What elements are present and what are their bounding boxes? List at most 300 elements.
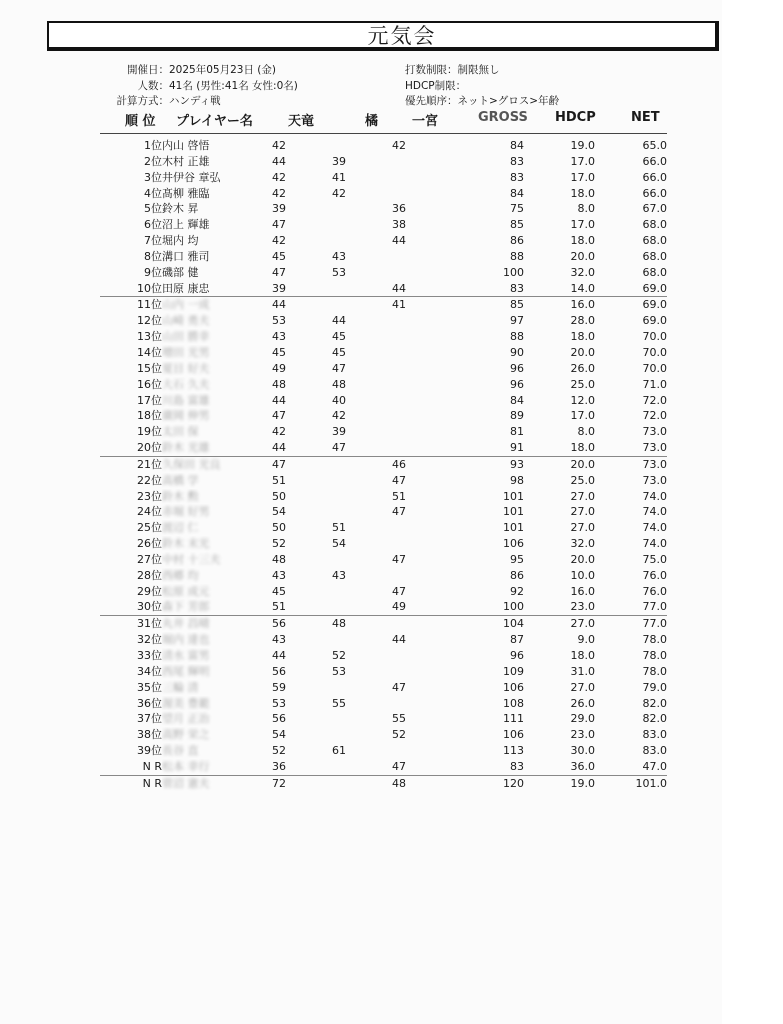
player-name: 堀内 達也: [162, 633, 210, 647]
player-name-cell: [162, 154, 272, 170]
player-name: 清水 富男: [162, 649, 210, 662]
table-row: [100, 329, 667, 345]
net-cell: 73.0: [595, 440, 667, 456]
rank-cell: 24位: [137, 505, 162, 519]
net-cell: 66.0: [642, 170, 667, 184]
course1-score-cell: 39: [272, 281, 332, 297]
hdcp-cell: 20.0: [570, 552, 595, 566]
player-name-cell: [162, 568, 272, 584]
table-row: [100, 154, 667, 170]
net-cell: 82.0: [642, 712, 667, 726]
gross-cell: 86: [510, 568, 524, 582]
table-row: [100, 759, 667, 775]
table-row: [100, 361, 667, 377]
rank-cell: 8位: [144, 249, 162, 263]
course1-score-cell: 53: [272, 314, 286, 328]
player-name-cell: [162, 297, 272, 313]
hdcp-cell: 36.0: [524, 759, 595, 775]
player-name-cell: [162, 536, 272, 552]
course1-score-cell: 56: [272, 617, 286, 631]
net-cell: 66.0: [642, 154, 667, 168]
hdcp-cell: 29.0: [570, 712, 595, 726]
course3-score-cell: [392, 616, 454, 632]
player-name: 木村 正雄: [162, 154, 210, 168]
header-course3: 一宮: [412, 114, 439, 129]
course2-score-cell: 47: [332, 440, 392, 456]
course3-score-cell: [392, 265, 454, 281]
rank-cell: 1位: [144, 139, 162, 152]
player-name-cell: [162, 664, 272, 680]
hdcp-cell: 8.0: [577, 425, 595, 439]
page-title: 元気会: [367, 24, 437, 48]
course3-score-cell: [392, 345, 454, 361]
course2-score-cell: [332, 680, 392, 696]
hdcp-cell: 31.0: [570, 664, 595, 678]
net-cell: 73.0: [642, 425, 667, 439]
table-row: [100, 201, 667, 217]
player-name: 田原 康忠: [162, 281, 210, 295]
player-name: 内山 啓悟: [162, 139, 210, 152]
course3-score-cell: 47: [392, 759, 454, 775]
gross-cell: 91: [454, 440, 524, 456]
hdcp-cell: 18.0: [524, 440, 595, 456]
hdcp-cell: 14.0: [524, 281, 595, 297]
player-name: 三輪 清: [162, 680, 199, 694]
course3-score-cell: 48: [392, 775, 454, 791]
course2-score-cell: [332, 456, 392, 472]
table-row: [100, 456, 667, 472]
course3-score-cell: [392, 393, 454, 409]
course1-score-cell: 54: [272, 728, 286, 742]
net-cell: 74.0: [642, 489, 667, 503]
net-cell: 78.0: [642, 649, 667, 662]
course1-score-cell: 51: [272, 473, 286, 487]
rank-cell: 39位: [137, 744, 162, 758]
rank-cell: 9位: [144, 265, 162, 279]
gross-cell: 93: [510, 457, 524, 471]
player-name-cell: [162, 489, 272, 505]
gross-cell: 81: [510, 425, 524, 439]
rank-cell: 20位: [100, 440, 162, 456]
player-name: 川島 富雄: [162, 393, 210, 407]
rank-cell: 18位: [137, 409, 162, 423]
hdcp-cell: 19.0: [570, 139, 595, 152]
course2-score-cell: 48: [332, 377, 346, 391]
course2-score-cell: [332, 759, 392, 775]
info-key: 計算方式：: [116, 95, 169, 107]
course2-score-cell: [332, 632, 392, 648]
course3-score-cell: 47: [392, 584, 406, 598]
rank-cell: 26位: [137, 537, 162, 551]
course3-score-cell: 36: [392, 202, 406, 216]
course3-score-cell: [392, 377, 454, 393]
net-cell: 67.0: [642, 202, 667, 216]
rank-cell: 33位: [137, 649, 162, 662]
rank-cell: 5位: [144, 202, 162, 216]
gross-cell: 104: [503, 617, 524, 631]
course3-score-cell: 44: [392, 281, 454, 297]
gross-cell: 120: [454, 775, 524, 791]
course2-score-cell: 39: [332, 154, 346, 168]
gross-cell: 111: [503, 712, 524, 726]
hdcp-cell: 23.0: [570, 728, 595, 742]
player-name-cell: [162, 648, 272, 664]
player-name: 西郷 均: [162, 568, 199, 582]
net-cell: 73.0: [642, 457, 667, 471]
player-name: 髙柳 雅臨: [162, 186, 210, 200]
gross-cell: 84: [510, 186, 524, 200]
info-value: ネット>グロス>年齢: [457, 95, 560, 107]
hdcp-cell: 19.0: [524, 775, 595, 791]
table-row: [100, 664, 667, 680]
player-name: 鈴木 勲: [162, 489, 199, 503]
results-table: [100, 138, 667, 792]
gross-cell: 84: [510, 139, 524, 152]
course1-score-cell: 44: [272, 440, 332, 456]
header-course1: 天竜: [288, 114, 315, 129]
course2-score-cell: 53: [332, 664, 346, 678]
event-info-left: [111, 63, 298, 110]
player-name: 菅沼 憲夫: [162, 776, 210, 790]
rank-cell: 7位: [144, 234, 162, 248]
header-gross: GROSS: [478, 110, 528, 125]
course1-score-cell: 56: [272, 712, 286, 726]
course2-score-cell: 45: [332, 345, 346, 359]
player-name-cell: [162, 345, 272, 361]
net-cell: 72.0: [642, 409, 667, 423]
rank-cell: 30位: [100, 599, 162, 615]
course2-score-cell: [332, 552, 392, 568]
player-name-cell: [162, 361, 272, 377]
net-cell: 68.0: [642, 249, 667, 263]
player-name: 大石 久夫: [162, 377, 210, 391]
gross-cell: 85: [510, 218, 524, 232]
hdcp-cell: 16.0: [570, 298, 595, 312]
course1-score-cell: 45: [272, 584, 286, 598]
player-name-cell: [162, 233, 272, 249]
net-cell: 78.0: [642, 664, 667, 678]
net-cell: 68.0: [642, 234, 667, 248]
hdcp-cell: 20.0: [570, 345, 595, 359]
table-row: [100, 440, 667, 456]
info-value: 制限無し: [457, 64, 500, 76]
table-row: [100, 599, 667, 615]
course3-score-cell: [392, 743, 454, 759]
hdcp-cell: 27.0: [570, 521, 595, 535]
gross-cell: 101: [503, 505, 524, 519]
course3-score-cell: [392, 568, 454, 584]
net-cell: 83.0: [642, 728, 667, 742]
course3-score-cell: 46: [392, 457, 406, 471]
course2-score-cell: [332, 473, 392, 489]
player-name: 廣岡 伸男: [162, 409, 210, 423]
course2-score-cell: 43: [332, 568, 346, 582]
player-name: 渥美 豊範: [162, 696, 210, 710]
player-name-cell: [162, 440, 272, 456]
net-cell: 65.0: [642, 139, 667, 152]
player-name: 増田 光男: [162, 345, 210, 359]
course3-score-cell: [392, 361, 454, 377]
hdcp-cell: 17.0: [570, 409, 595, 423]
hdcp-cell: 10.0: [570, 568, 595, 582]
table-row: [100, 233, 667, 249]
gross-cell: 83: [510, 154, 524, 168]
course1-score-cell: 52: [272, 744, 286, 758]
course1-score-cell: 43: [272, 568, 286, 582]
gross-cell: 96: [510, 377, 524, 391]
player-name-cell: [162, 456, 272, 472]
net-cell: 78.0: [642, 633, 667, 647]
course2-score-cell: [332, 727, 392, 743]
rank-cell: N R: [100, 775, 162, 791]
course3-score-cell: 44: [392, 633, 406, 647]
gross-cell: 89: [510, 409, 524, 423]
course2-score-cell: [332, 775, 392, 791]
course2-score-cell: [332, 201, 392, 217]
info-value: 41名 (男性:41名 女性:0名): [169, 79, 298, 92]
table-row: [100, 138, 667, 154]
net-cell: 79.0: [642, 680, 667, 694]
player-name-cell: [162, 727, 272, 743]
course2-score-cell: 54: [332, 537, 346, 551]
info-row-count: [111, 79, 298, 95]
player-name: 山内 一成: [162, 298, 210, 312]
player-name-cell: [162, 186, 272, 202]
table-row: [100, 249, 667, 265]
gross-cell: 88: [510, 249, 524, 263]
table-row: [100, 393, 667, 409]
header-net: NET: [631, 110, 660, 125]
info-row-stroke-limit: [405, 63, 559, 79]
table-row: [100, 775, 667, 791]
player-name: 堀内 均: [162, 234, 199, 248]
net-cell: 69.0: [642, 298, 667, 312]
player-name-cell: [162, 775, 272, 791]
course3-score-cell: [392, 249, 454, 265]
title-box: [47, 21, 719, 51]
player-name-cell: [162, 680, 272, 696]
rank-cell: 38位: [137, 728, 162, 742]
course1-score-cell: 44: [272, 393, 286, 407]
net-cell: 72.0: [642, 393, 667, 407]
gross-cell: 83: [454, 759, 524, 775]
course3-score-cell: 47: [392, 505, 406, 519]
header-hdcp: HDCP: [555, 110, 596, 125]
info-key: 人数：: [137, 79, 169, 92]
hdcp-cell: 20.0: [570, 457, 595, 471]
course1-score-cell: 44: [272, 154, 286, 168]
gross-cell: 113: [503, 744, 524, 758]
player-name-cell: [162, 201, 272, 217]
course2-score-cell: 42: [332, 186, 346, 200]
hdcp-cell: 18.0: [570, 330, 595, 344]
course3-score-cell: 44: [392, 234, 406, 248]
hdcp-cell: 27.0: [570, 680, 595, 694]
net-cell: 77.0: [642, 617, 667, 631]
player-name: 松本 幸行: [162, 759, 210, 773]
player-name-cell: [162, 249, 272, 265]
hdcp-cell: 23.0: [524, 599, 595, 615]
rank-cell: 37位: [137, 712, 162, 726]
net-cell: 74.0: [642, 537, 667, 551]
table-row: [100, 297, 667, 313]
rank-cell: 16位: [137, 377, 162, 391]
table-row: [100, 217, 667, 233]
player-name: 高橋 学: [162, 473, 199, 487]
hdcp-cell: 17.0: [570, 218, 595, 232]
event-info-right: [405, 63, 559, 110]
info-key: 優先順序：: [405, 95, 458, 107]
player-name: 山田 勝幸: [162, 330, 210, 344]
info-value: ハンディ戦: [169, 95, 221, 107]
table-row: [100, 536, 667, 552]
course2-score-cell: [332, 281, 392, 297]
player-name-cell: [162, 377, 272, 393]
gross-cell: 101: [503, 521, 524, 535]
gross-cell: 100: [503, 265, 524, 279]
net-cell: 82.0: [642, 696, 667, 710]
hdcp-cell: 18.0: [570, 234, 595, 248]
table-row: [100, 743, 667, 759]
info-key: 打数制限：: [405, 64, 458, 76]
info-value: 2025年05月23日 (金): [169, 64, 276, 76]
player-name: 鈴木 光雄: [162, 441, 210, 455]
rank-cell: 29位: [137, 584, 162, 598]
info-row-date: [111, 63, 298, 79]
hdcp-cell: 9.0: [577, 633, 595, 647]
table-row: [100, 711, 667, 727]
player-name-cell: [162, 217, 272, 233]
gross-cell: 75: [510, 202, 524, 216]
player-name: 高野 栄之: [162, 728, 210, 742]
course2-score-cell: 55: [332, 696, 346, 710]
course3-score-cell: [392, 424, 454, 440]
player-name: 井伊谷 章弘: [162, 170, 221, 184]
net-cell: 74.0: [642, 521, 667, 535]
table-row: [100, 648, 667, 664]
gross-cell: 97: [510, 314, 524, 328]
hdcp-cell: 27.0: [570, 617, 595, 631]
course3-score-cell: [392, 408, 454, 424]
player-name-cell: [162, 584, 272, 600]
rank-cell: 19位: [137, 425, 162, 439]
table-row: [100, 424, 667, 440]
table-row: [100, 170, 667, 186]
net-cell: 76.0: [642, 584, 667, 598]
net-cell: 70.0: [642, 330, 667, 344]
header-rank: 順 位: [125, 114, 156, 129]
net-cell: 68.0: [642, 265, 667, 279]
net-cell: 83.0: [642, 744, 667, 758]
rank-cell: 25位: [137, 521, 162, 535]
rank-cell: 34位: [137, 664, 162, 678]
course2-score-cell: 45: [332, 330, 346, 344]
course2-score-cell: [332, 584, 392, 600]
player-name-cell: [162, 504, 272, 520]
player-name-cell: [162, 616, 272, 632]
course3-score-cell: 47: [392, 680, 406, 694]
course2-score-cell: 42: [332, 409, 346, 423]
hdcp-cell: 18.0: [570, 186, 595, 200]
rank-cell: 15位: [137, 361, 162, 375]
course3-score-cell: 49: [392, 599, 454, 615]
course1-score-cell: 39: [272, 202, 286, 216]
gross-cell: 108: [503, 696, 524, 710]
rank-cell: 21位: [137, 457, 162, 471]
rank-cell: 28位: [137, 568, 162, 582]
course1-score-cell: 43: [272, 633, 286, 647]
hdcp-cell: 32.0: [570, 537, 595, 551]
net-cell: 74.0: [642, 505, 667, 519]
player-name: 森下 芳郎: [162, 600, 210, 614]
course3-score-cell: [392, 170, 454, 186]
player-name: 中村 十三夫: [162, 552, 221, 566]
course1-score-cell: 50: [272, 521, 286, 535]
hdcp-cell: 16.0: [570, 584, 595, 598]
course1-score-cell: 42: [272, 139, 286, 152]
course2-score-cell: 61: [332, 744, 346, 758]
table-row: [100, 345, 667, 361]
course2-score-cell: 44: [332, 314, 346, 328]
table-row: [100, 313, 667, 329]
header-divider: [100, 133, 667, 134]
course3-score-cell: 51: [392, 489, 406, 503]
course3-score-cell: [392, 520, 454, 536]
hdcp-cell: 26.0: [570, 696, 595, 710]
net-cell: 47.0: [595, 759, 667, 775]
info-row-hdcp-limit: [405, 79, 559, 95]
player-name: 渡辺 仁: [162, 521, 199, 535]
course1-score-cell: 50: [272, 489, 286, 503]
info-row-method: [99, 94, 298, 110]
course1-score-cell: 44: [272, 298, 286, 312]
course1-score-cell: 47: [272, 457, 286, 471]
course1-score-cell: 72: [272, 775, 332, 791]
course1-score-cell: 42: [272, 234, 286, 248]
hdcp-cell: 20.0: [570, 249, 595, 263]
course1-score-cell: 52: [272, 537, 286, 551]
hdcp-cell: 27.0: [570, 489, 595, 503]
hdcp-cell: 25.0: [570, 473, 595, 487]
rank-cell: 11位: [137, 298, 162, 312]
gross-cell: 101: [503, 489, 524, 503]
hdcp-cell: 30.0: [570, 744, 595, 758]
course1-score-cell: 42: [272, 170, 286, 184]
player-name: 赤堀 好男: [162, 505, 210, 519]
rank-cell: 36位: [137, 696, 162, 710]
course1-score-cell: 53: [272, 696, 286, 710]
course1-score-cell: 49: [272, 361, 286, 375]
table-row: [100, 504, 667, 520]
course1-score-cell: 43: [272, 330, 286, 344]
table-row: [100, 680, 667, 696]
course1-score-cell: 51: [272, 599, 332, 615]
player-name-cell: [162, 520, 272, 536]
gross-cell: 85: [510, 298, 524, 312]
player-name: 溝口 雅司: [162, 249, 210, 263]
course3-score-cell: 41: [392, 298, 406, 312]
player-name-cell: [162, 265, 272, 281]
course2-score-cell: 51: [332, 521, 346, 535]
hdcp-cell: 8.0: [577, 202, 595, 216]
course3-score-cell: 47: [392, 552, 406, 566]
gross-cell: 83: [510, 170, 524, 184]
player-name-cell: [162, 473, 272, 489]
course1-score-cell: 47: [272, 265, 286, 279]
gross-cell: 95: [510, 552, 524, 566]
header-course2: 橘: [365, 114, 379, 129]
net-cell: 101.0: [595, 775, 667, 791]
